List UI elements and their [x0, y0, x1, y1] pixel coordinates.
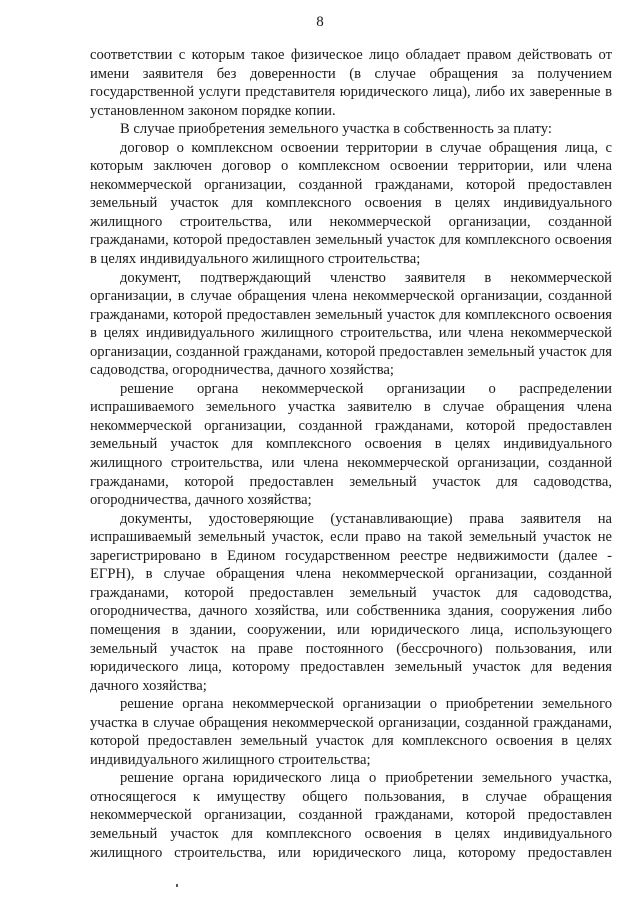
page-number: 8 [316, 14, 324, 30]
paragraph-title-documents: документы, удостоверяющие (устанавливающие) права заявителя на испрашиваемый земельный участок, если право на такой земельный участок не зарегистрировано в Едином государственном реестре недвижимости (далее - ЕГРН), в случае обращения члена некоммерческой организации, созданной гражданами, которой предоставлен земельный участок для садоводства, огородничества, дачного хозяйства, или собственника здания, сооружения либо помещения в здании, сооружении, или юридического лица, использующего земельный участок на праве постоянного (бессрочного) пользования, или юридического лица, которому предоставлен земельный участок для ведения дачного хозяйства; [90, 510, 612, 694]
paragraph-territory-agreement: договор о комплексном освоении территории в случае обращения лица, с которым заключен договор о комплексном освоении территории, или члена некоммерческой организации, созданной гражданами, которой предоставлен земельный участок для комплексного освоения в целях индивидуального жилищного строительства, или некоммерческой организации, созданной гражданами, которой предоставлен земельный участок для комплексного освоения в целях индивидуального жилищного строительства; [90, 139, 612, 268]
paragraph-continuation: соответствии с которым такое физическое лицо обладает правом действовать от имени заявителя без доверенности (в случае обращения за получением государственной услуги представителя юридического лица), либо их заверенные в установленном законом порядке копии. [90, 47, 612, 119]
document-body [90, 46, 612, 862]
paragraph-membership-document: документ, подтверждающий членство заявителя в некоммерческой организации, в случае обращения члена некоммерческой организации, созданной гражданами, которой предоставлен земельный участок для комплексного освоения в целях индивидуального жилищного строительства, или члена некоммерческой организации, созданной гражданами, которой предоставлен земельный участок для садоводства, огородничества, дачного хозяйства; [90, 269, 612, 379]
paragraph-paid-acquisition-intro: В случае приобретения земельного участка в собственность за плату: [120, 121, 552, 138]
scan-speck [176, 884, 178, 887]
paragraph-distribution-decision: решение органа некоммерческой организации о распределении испрашиваемого земельного участка заявителю в случае обращения члена некоммерческой организации, созданной гражданами, которой предоставлен земельный участок для комплексного освоения в целях индивидуального жилищного строительства, или члена некоммерческой организации, созданной гражданами, которой предоставлен земельный участок для садоводства, огородничества, дачного хозяйства; [90, 380, 612, 509]
paragraph-acquisition-decision: решение органа некоммерческой организации о приобретении земельного участка в случае обращения некоммерческой организации, созданной гражданами, которой предоставлен земельный участок для комплексного освоения в целях индивидуального жилищного строительства; [90, 696, 612, 768]
paragraph-legal-entity-decision: решение органа юридического лица о приобретении земельного участка, относящегося к имуществу общего пользования, в случае обращения некоммерческой организации, созданной гражданами, которой предоставлен земельный участок для комплексного освоения в целях индивидуального жилищного строительства, или юридического лица, которому предоставлен [90, 770, 612, 861]
